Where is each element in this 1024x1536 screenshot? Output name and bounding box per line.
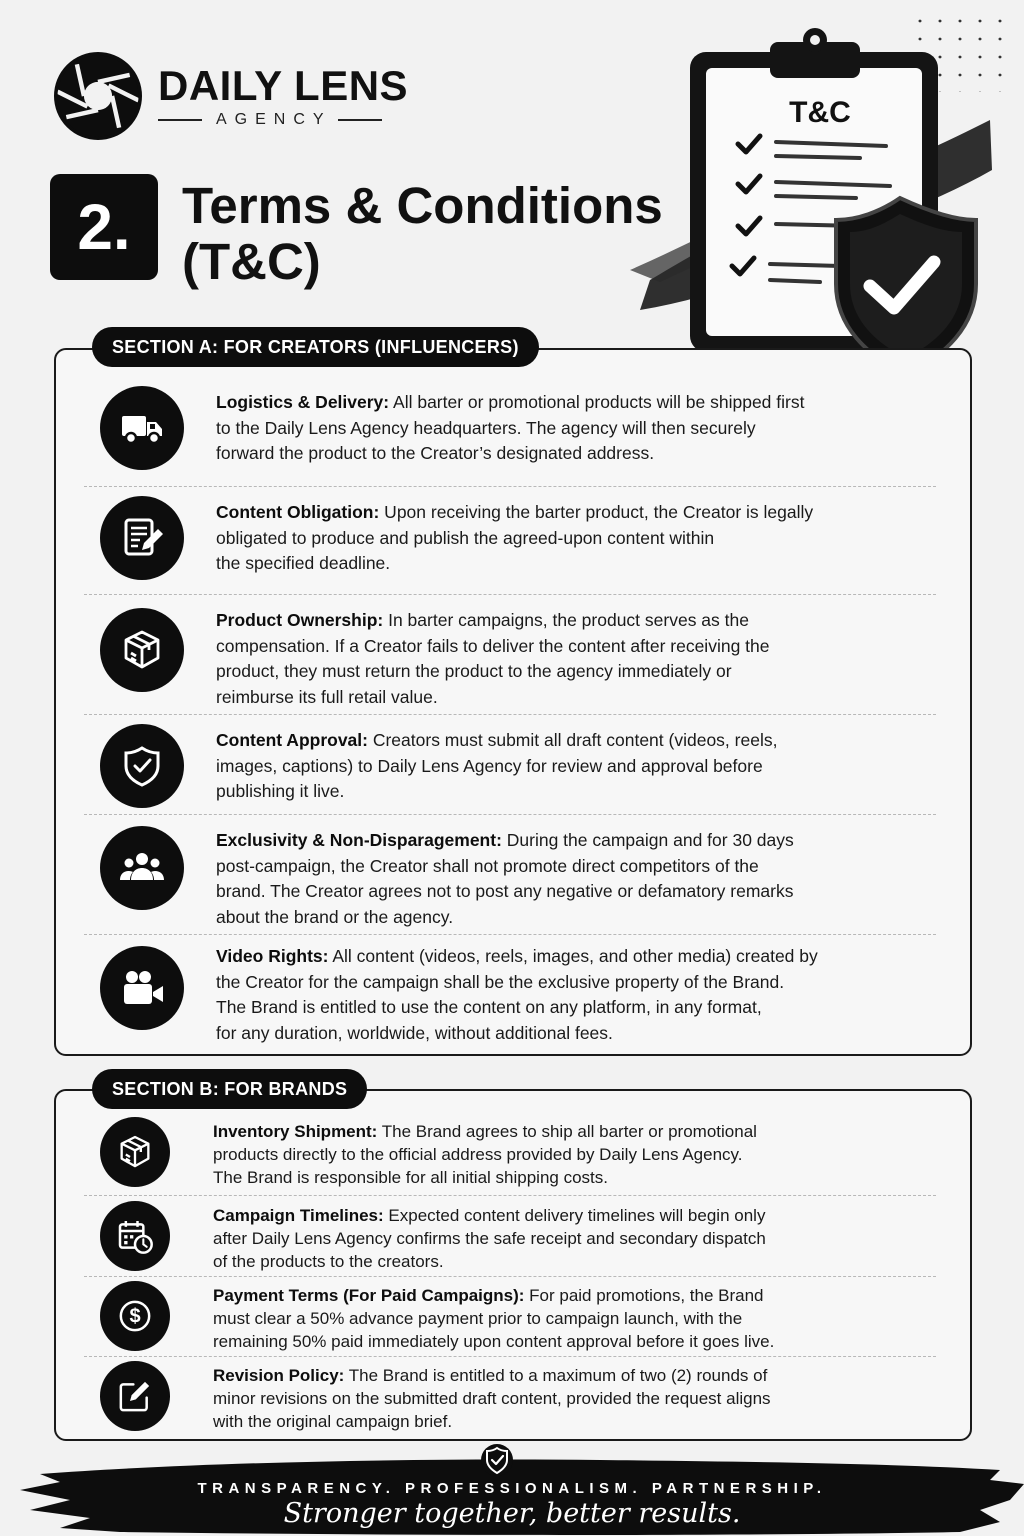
item-text: the specified deadline. <box>216 553 391 573</box>
item-text: products directly to the official address provided by Daily Lens Agency. <box>213 1145 743 1164</box>
package-icon <box>100 1117 170 1187</box>
divider <box>84 1195 936 1196</box>
item-text: obligated to produce and publish the agreed-upon content within <box>216 527 715 548</box>
divider-right <box>338 119 382 121</box>
footer-tagline: TRANSPARENCY. PROFESSIONALISM. PARTNERSHIP. <box>197 1480 827 1497</box>
item-title: Content Approval: <box>216 730 368 750</box>
item-text: product, they must return the product to the agency immediately or <box>216 661 732 681</box>
edit-square-icon <box>100 1361 170 1431</box>
section-number: 2. <box>50 174 158 280</box>
section-a-panel <box>54 348 972 1056</box>
item-title: Inventory Shipment: <box>213 1122 378 1141</box>
item-text: The Brand is entitled to use the content on any platform, in any format, <box>216 997 762 1017</box>
divider <box>84 594 936 595</box>
item-text: forward the product to the Creator’s designated address. <box>216 443 655 463</box>
item-text: remaining 50% paid immediately upon content approval before it goes live. <box>213 1332 775 1351</box>
item-text: post-campaign, the Creator shall not promote direct competitors of the <box>216 855 759 876</box>
item-text: All barter or promotional products will be shipped first <box>389 392 805 412</box>
item-title: Product Ownership: <box>216 610 384 630</box>
item-text: The Brand is entitled to a maximum of two (2) rounds of <box>344 1366 768 1385</box>
item-text: During the campaign and for 30 days <box>501 830 794 850</box>
item-text: about the brand or the agency. <box>216 906 454 927</box>
section-a-label: SECTION A: FOR CREATORS (INFLUENCERS) <box>92 327 539 367</box>
calendar-clock-icon <box>100 1201 170 1271</box>
item-text: Expected content delivery timelines will begin only <box>383 1206 766 1225</box>
document-edit-icon <box>100 496 184 580</box>
item-text: must clear a 50% advance payment prior to campaign launch, with the <box>213 1309 743 1328</box>
item-text: the Creator for the campaign shall be the exclusive property of the Brand. <box>216 971 785 992</box>
brand-logo <box>54 52 408 140</box>
users-icon <box>100 826 184 910</box>
section-b-label: SECTION B: FOR BRANDS <box>92 1069 367 1109</box>
section-b-panel <box>54 1089 972 1441</box>
shield-check-icon <box>480 1442 514 1478</box>
divider <box>84 1276 936 1277</box>
item-text: minor revisions on the submitted draft content, provided the request aligns <box>213 1389 771 1408</box>
item-text: Upon receiving the barter product, the Creator is legally <box>379 502 814 522</box>
title-line-1: Terms & Conditions <box>182 177 663 234</box>
title-line-2: (T&C) <box>182 233 321 290</box>
item-title: Payment Terms (For Paid Campaigns): <box>213 1286 525 1305</box>
item-text: with the original campaign brief. <box>213 1412 453 1431</box>
item-text: for any duration, worldwide, without additional fees. <box>216 1022 613 1043</box>
divider-left <box>158 119 202 121</box>
item-text: of the products to the creators. <box>213 1252 444 1271</box>
footer <box>0 1440 1024 1536</box>
truck-icon <box>100 386 184 470</box>
item-text: The Brand agrees to ship all barter or promotional <box>377 1122 757 1141</box>
item-text: brand. The Creator agrees not to post any negative or defamatory remarks <box>216 881 794 901</box>
svg-text:$: $ <box>129 1305 141 1328</box>
item-title: Content Obligation: <box>216 502 380 522</box>
item-title: Logistics & Delivery: <box>216 392 390 412</box>
item-text: The Brand is responsible for all initial shipping costs. <box>213 1168 608 1187</box>
dollar-icon <box>100 1281 170 1351</box>
item-text: Creators must submit all draft content (videos, reels, <box>367 730 778 750</box>
item-text: publishing it live. <box>216 781 345 801</box>
item-text: In barter campaigns, the product serves as the <box>383 610 749 630</box>
aperture-icon <box>54 52 142 140</box>
shield-check-icon <box>100 724 184 808</box>
brand-name: DAILY LENS <box>158 62 409 109</box>
item-title: Revision Policy: <box>213 1366 345 1385</box>
item-text: compensation. If a Creator fails to deliver the content after receiving the <box>216 635 770 656</box>
item-text: after Daily Lens Agency confirms the safe receipt and secondary dispatch <box>213 1229 766 1248</box>
item-text: reimburse its full retail value. <box>216 686 438 707</box>
item-text: All content (videos, reels, images, and other media) created by <box>328 946 818 966</box>
item-title: Exclusivity & Non-Disparagement: <box>216 830 502 850</box>
clipboard-label: T&C <box>789 96 851 129</box>
package-icon <box>100 608 184 692</box>
item-title: Campaign Timelines: <box>213 1206 384 1225</box>
divider <box>84 814 936 815</box>
footer-slogan: Stronger together, better results. <box>283 1498 741 1529</box>
item-title: Video Rights: <box>216 946 329 966</box>
video-camera-icon <box>100 946 184 1030</box>
brand-sub: AGENCY <box>216 111 332 128</box>
item-text: to the Daily Lens Agency headquarters. The agency will then securely <box>216 417 756 438</box>
divider <box>84 934 936 935</box>
item-text: For paid promotions, the Brand <box>524 1286 764 1305</box>
clipboard-icon <box>620 20 1000 390</box>
divider <box>84 486 936 487</box>
divider <box>84 1356 936 1357</box>
item-text: images, captions) to Daily Lens Agency for review and approval before <box>216 755 763 776</box>
divider <box>84 714 936 715</box>
